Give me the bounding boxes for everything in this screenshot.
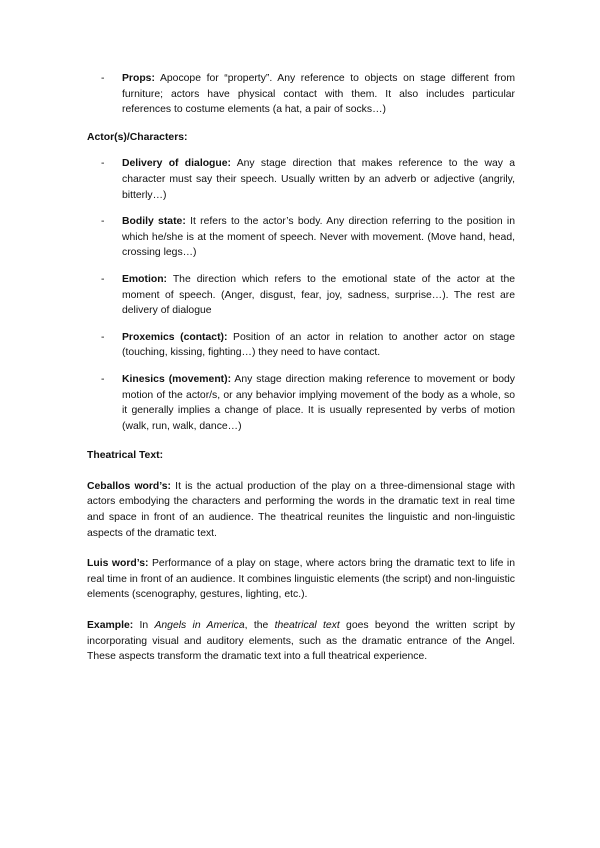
term-props: Props: bbox=[122, 73, 155, 84]
heading-actors-characters: Actor(s)/Characters: bbox=[87, 131, 188, 143]
props-list bbox=[87, 71, 515, 118]
example-text-pre: In bbox=[133, 620, 155, 632]
term-ceballos: Ceballos word’s: bbox=[87, 480, 172, 492]
bullet-dash: - bbox=[101, 158, 105, 170]
heading-theatrical-text: Theatrical Text: bbox=[87, 450, 164, 462]
bullet-dash: - bbox=[101, 331, 105, 343]
paragraph-ceballos bbox=[87, 479, 515, 541]
bullet-dash: - bbox=[101, 73, 105, 84]
paragraph-luis bbox=[87, 556, 515, 603]
list-item-emotion bbox=[87, 272, 515, 319]
bullet-dash: - bbox=[101, 273, 105, 285]
definition-proxemics: Position of an actor in relation to another actor on stage (touching, kissing, fighting…) they need to have contact. bbox=[122, 331, 515, 359]
definition-luis: Performance of a play on stage, where actors bring the dramatic text to life in real time in front of an audience. It combines linguistic elements (the script) and non-linguistic elements (scenography, gestures, lighting, etc.). bbox=[87, 558, 515, 601]
definition-props: Apocope for “property”. Any reference to objects on stage different from furniture; actors have physical contact with them. It also includes particular references to costume elements (a hat, a pair of socks…) bbox=[122, 73, 515, 116]
example-play-title: Angels in America bbox=[154, 620, 245, 632]
actor-directions-list bbox=[87, 156, 515, 434]
list-item-props bbox=[87, 71, 515, 118]
definition-bodily-state: It refers to the actor’s body. Any direction referring to the position in which he/she is at the moment of speech. Never with movement. (Move hand, head, crossing legs…) bbox=[122, 216, 515, 259]
definition-ceballos: It is the actual production of the play on a three-dimensional stage with actors embodying the characters and performing the words in the dramatic text in real time and space in front of an audience. The theatrical reunites the linguistic and non-linguistic aspects of the dramatic text. bbox=[87, 480, 515, 539]
list-item-delivery-of-dialogue bbox=[87, 156, 515, 203]
list-item-bodily-state bbox=[87, 214, 515, 261]
term-proxemics: Proxemics (contact): bbox=[122, 331, 228, 343]
term-delivery-of-dialogue: Delivery of dialogue: bbox=[122, 158, 231, 170]
paragraph-example bbox=[87, 618, 515, 665]
definition-delivery-of-dialogue: Any stage direction that makes reference to the way a character must say their speech. Usually written by an adverb or adjective (angrily, bitterly…) bbox=[122, 158, 515, 201]
example-text-mid: , the bbox=[244, 620, 275, 632]
example-theatrical-text: theatrical text bbox=[274, 620, 340, 632]
list-item-kinesics bbox=[87, 372, 515, 434]
bullet-dash: - bbox=[101, 216, 105, 228]
list-item-proxemics bbox=[87, 330, 515, 361]
term-bodily-state: Bodily state: bbox=[122, 216, 186, 228]
example-text-post: goes beyond the written script by incorporating visual and auditory elements, such as the dramatic entrance of the Angel. These aspects transform the dramatic text into a full theatrical experience. bbox=[87, 620, 515, 663]
definition-emotion: The direction which refers to the emotional state of the actor at the moment of speech. (Anger, disgust, fear, joy, sadness, surprise…). The rest are delivery of dialogue bbox=[122, 273, 515, 317]
document-page bbox=[87, 71, 515, 665]
term-emotion: Emotion: bbox=[122, 273, 168, 285]
term-example: Example: bbox=[87, 620, 134, 632]
term-luis: Luis word’s: bbox=[87, 558, 149, 570]
definition-kinesics: Any stage direction making reference to movement or body motion of the actor/s, or any behavior implying movement of the body as a whole, so it generally implies a change of place. It is usually represented by verbs of motion (walk, run, walk, dance…) bbox=[122, 373, 515, 432]
term-kinesics: Kinesics (movement): bbox=[122, 373, 232, 385]
bullet-dash: - bbox=[101, 373, 105, 385]
